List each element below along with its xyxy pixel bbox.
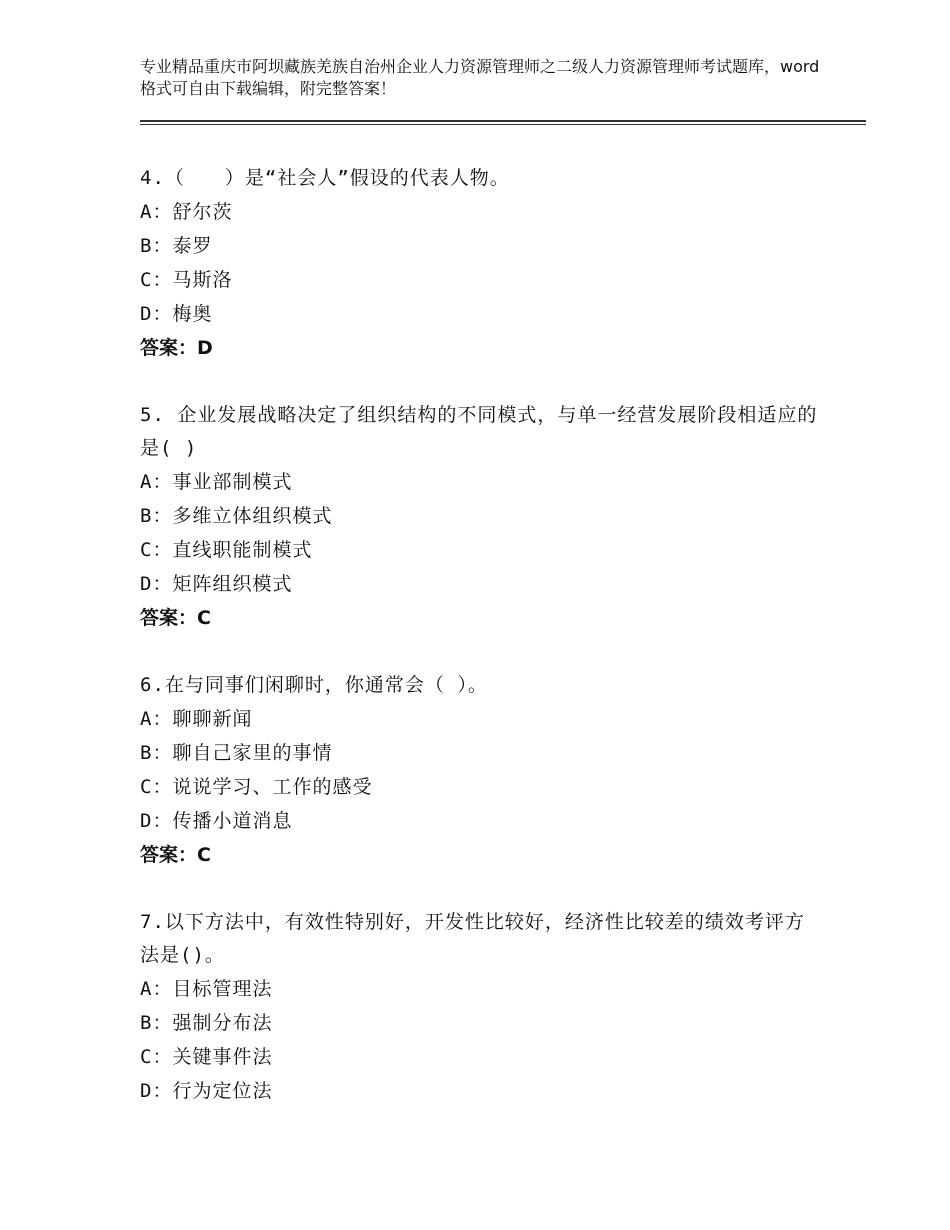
- answer: 答案：C: [140, 844, 211, 866]
- header-rule-thick: [140, 120, 866, 122]
- option-d: D：行为定位法: [140, 1080, 273, 1102]
- option-b: B：强制分布法: [140, 1012, 273, 1034]
- question-7: [140, 906, 820, 1108]
- answer: 答案：C: [140, 607, 211, 629]
- spacer: [140, 872, 820, 906]
- option-c: C：说说学习、工作的感受: [140, 776, 373, 798]
- option-d: D：矩阵组织模式: [140, 573, 293, 595]
- question-6: [140, 669, 820, 872]
- question-list: [140, 162, 820, 1108]
- option-a: A：舒尔茨: [140, 201, 233, 223]
- option-c: C：直线职能制模式: [140, 539, 313, 561]
- option-b: B：聊自己家里的事情: [140, 742, 333, 764]
- spacer: [140, 365, 820, 399]
- answer: 答案：D: [140, 337, 213, 359]
- question-stem: 5. 企业发展战略决定了组织结构的不同模式，与单一经营发展阶段相适应的是( ): [140, 404, 818, 459]
- spacer: [140, 635, 820, 669]
- option-c: C：关键事件法: [140, 1046, 273, 1068]
- option-a: A：目标管理法: [140, 978, 273, 1000]
- question-stem: 4.（ ）是“社会人”假设的代表人物。: [140, 167, 510, 189]
- option-d: D：传播小道消息: [140, 810, 293, 832]
- option-b: B：多维立体组织模式: [140, 505, 333, 527]
- option-a: A：事业部制模式: [140, 471, 293, 493]
- option-d: D：梅奥: [140, 303, 213, 325]
- option-c: C：马斯洛: [140, 269, 233, 291]
- document-header: 专业精品重庆市阿坝藏族羌族自治州企业人力资源管理师之二级人力资源管理师考试题库，word格式可自由下载编辑，附完整答案！: [140, 57, 820, 98]
- option-a: A：聊聊新闻: [140, 708, 253, 730]
- header-rule-thin: [140, 124, 866, 125]
- question-stem: 6.在与同事们闲聊时，你通常会（ ）。: [140, 674, 488, 696]
- question-stem: 7.以下方法中，有效性特别好，开发性比较好，经济性比较差的绩效考评方法是()。: [140, 911, 805, 966]
- question-5: [140, 399, 820, 635]
- option-b: B：泰罗: [140, 235, 213, 257]
- question-4: [140, 162, 820, 365]
